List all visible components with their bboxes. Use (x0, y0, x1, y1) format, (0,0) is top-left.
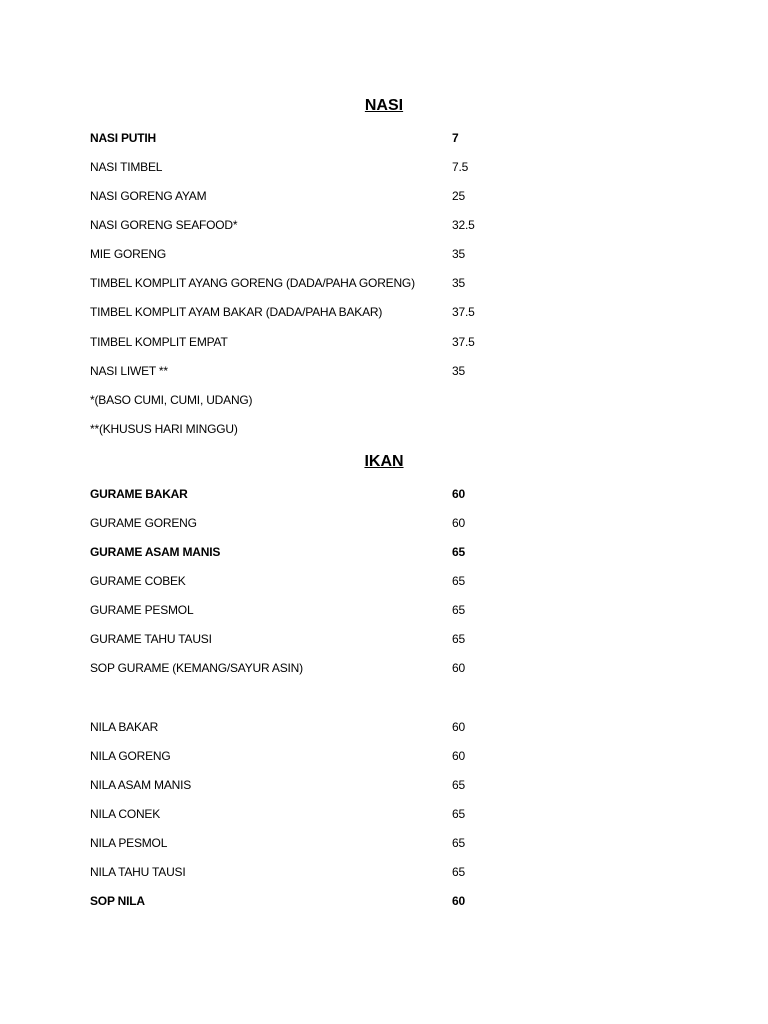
item-price: 35 (452, 364, 465, 378)
section-title-ikan: IKAN (364, 453, 404, 470)
item-name: MIE GORENG (90, 247, 167, 261)
item-name: GURAME ASAM MANIS (90, 545, 221, 559)
menu-row (90, 245, 510, 263)
menu-row (90, 303, 510, 321)
menu-row (90, 362, 510, 380)
item-price: 60 (452, 661, 465, 675)
menu-row (90, 187, 510, 205)
menu-row (90, 158, 510, 176)
menu-row (90, 805, 510, 823)
item-price: 65 (452, 545, 465, 559)
item-name: TIMBEL KOMPLIT EMPAT (90, 335, 228, 349)
item-name: NASI LIWET ** (90, 364, 168, 378)
item-name: GURAME GORENG (90, 516, 197, 530)
item-price: 65 (452, 632, 465, 646)
item-price: 65 (452, 603, 465, 617)
menu-row (90, 274, 510, 292)
item-price: 65 (452, 807, 465, 821)
menu-row (90, 892, 510, 910)
menu-row (90, 514, 510, 532)
item-price: 35 (452, 247, 465, 261)
item-name: NILA BAKAR (90, 720, 159, 734)
item-price: 60 (452, 894, 465, 908)
menu-row (90, 333, 510, 351)
item-price: 35 (452, 276, 465, 290)
item-name: NASI TIMBEL (90, 160, 163, 174)
item-name: NILA TAHU TAUSI (90, 865, 186, 879)
item-price: 60 (452, 720, 465, 734)
item-name: GURAME TAHU TAUSI (90, 632, 212, 646)
menu-row (90, 834, 510, 852)
item-name: GURAME COBEK (90, 574, 186, 588)
menu-row (90, 776, 510, 794)
menu-row (90, 572, 510, 590)
item-name: NASI PUTIH (90, 131, 157, 145)
menu-row (90, 129, 510, 147)
item-name: TIMBEL KOMPLIT AYANG GORENG (DADA/PAHA GORENG) (90, 276, 415, 290)
item-price: 65 (452, 836, 465, 850)
item-price: 7.5 (452, 160, 469, 174)
item-price: 60 (452, 749, 465, 763)
menu-row (90, 659, 510, 677)
item-name: NILA GORENG (90, 749, 171, 763)
item-price: 32.5 (452, 218, 475, 232)
item-price: 37.5 (452, 335, 475, 349)
menu-row (90, 863, 510, 881)
menu-row (90, 485, 510, 503)
item-name: NILA PESMOL (90, 836, 168, 850)
item-name: NILA CONEK (90, 807, 161, 821)
item-price: 60 (452, 516, 465, 530)
menu-row (90, 601, 510, 619)
menu-row (90, 718, 510, 736)
menu-row (90, 543, 510, 561)
item-name: NASI GORENG SEAFOOD* (90, 218, 238, 232)
item-name: SOP NILA (90, 894, 145, 908)
item-price: 25 (452, 189, 465, 203)
item-name: NILA ASAM MANIS (90, 778, 192, 792)
item-name: SOP GURAME (KEMANG/SAYUR ASIN) (90, 661, 303, 675)
item-price: 7 (452, 131, 459, 145)
menu-row (90, 216, 510, 234)
item-price: 65 (452, 574, 465, 588)
menu-row (90, 747, 510, 765)
footnote: **(KHUSUS HARI MINGGU) (90, 422, 238, 436)
item-price: 37.5 (452, 305, 475, 319)
item-price: 65 (452, 778, 465, 792)
item-name: GURAME BAKAR (90, 487, 188, 501)
item-name: GURAME PESMOL (90, 603, 194, 617)
menu-row (90, 630, 510, 648)
item-price: 60 (452, 487, 465, 501)
item-price: 65 (452, 865, 465, 879)
section-title-nasi: NASI (364, 97, 404, 114)
footnote: *(BASO CUMI, CUMI, UDANG) (90, 393, 253, 407)
item-name: TIMBEL KOMPLIT AYAM BAKAR (DADA/PAHA BAKAR) (90, 305, 383, 319)
item-name: NASI GORENG AYAM (90, 189, 207, 203)
